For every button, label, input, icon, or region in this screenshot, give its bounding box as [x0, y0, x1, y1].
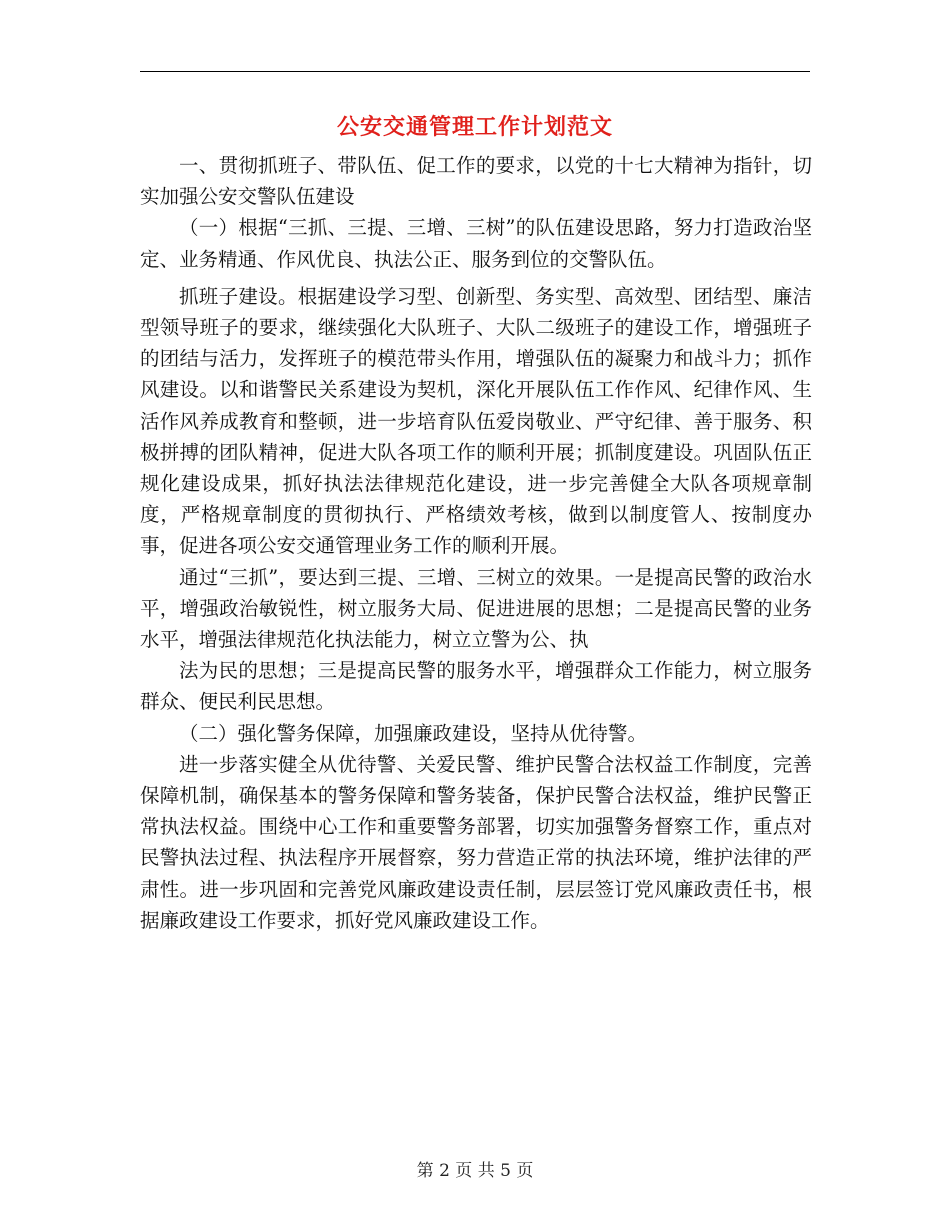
- document-title: 公安交通管理工作计划范文: [336, 114, 613, 140]
- paragraph-subsection-two: （二）强化警务保障，加强廉政建设，坚持从优待警。: [179, 721, 648, 745]
- paragraph-police-support: 进一步落实健全从优待警、关爱民警、维护民警合法权益工作制度，完善保障机制，确保基本的警务保障和警务装备，保护民警合法权益，维护民警正常执法权益。围绕中心工作和重要警务部署，切实加强警务督察工作，重点对民警执法过程、执法程序开展督察，努力营造正常的执法环境，维护法律的严肃性。进一步巩固和完善党风廉政建设责任制，层层签订党风廉政责任书，根据廉政建设工作要求，抓好党风廉政建设工作。: [140, 752, 812, 932]
- document-body: [140, 150, 812, 936]
- page-number: 第 2 页 共 5 页: [416, 1161, 534, 1181]
- header-rule: [140, 71, 810, 72]
- paragraph-three-goals: 通过“三抓”，要达到三提、三增、三树立的效果。一是提高民警的政治水平，增强政治敏锐性，树立服务大局、促进进展的思想；二是提高民警的业务水平，增强法律规范化执法能力，树立立警为公、执: [140, 565, 812, 652]
- paragraph-three-goals-continued: 法为民的思想；三是提高民警的服务水平，增强群众工作能力，树立服务群众、便民利民思想。: [140, 659, 812, 714]
- paragraph-team-building: 抓班子建设。根据建设学习型、创新型、务实型、高效型、团结型、廉洁型领导班子的要求，继续强化大队班子、大队二级班子的建设工作，增强班子的团结与活力，发挥班子的模范带头作用，增强队伍的凝聚力和战斗力；抓作风建设。以和谐警民关系建设为契机，深化开展队伍工作作风、纪律作风、生活作风养成教育和整顿，进一步培育队伍爱岗敬业、严守纪律、善于服务、积极拼搏的团队精神，促进大队各项工作的顺利开展；抓制度建设。巩固队伍正规化建设成果，抓好执法法律规范化建设，进一步完善健全大队各项规章制度，严格规章制度的贯彻执行、严格绩效考核，做到以制度管人、按制度办事，促进各项公安交通管理业务工作的顺利开展。: [140, 284, 812, 558]
- paragraph-section-one: 一、贯彻抓班子、带队伍、促工作的要求，以党的十七大精神为指针，切实加强公安交警队伍建设: [140, 154, 812, 209]
- paragraph-subsection-one: （一）根据“三抓、三提、三增、三树”的队伍建设思路，努力打造政治坚定、业务精通、作风优良、执法公正、服务到位的交警队伍。: [140, 216, 812, 271]
